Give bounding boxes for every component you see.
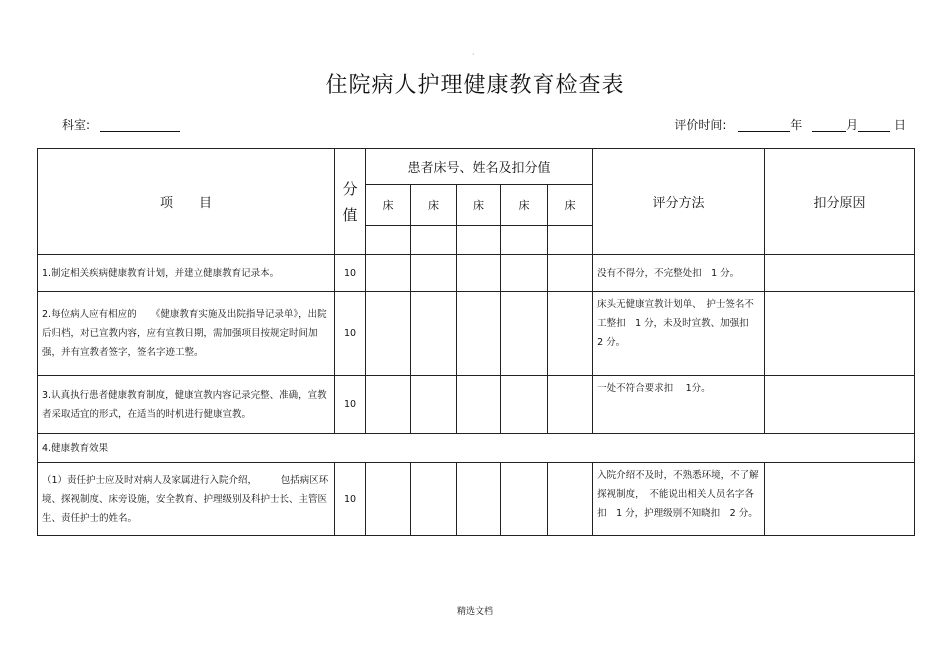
department-blank xyxy=(100,119,180,132)
header-score: 分 值 xyxy=(335,149,366,255)
header-method: 评分方法 xyxy=(593,149,765,255)
header-dot: · xyxy=(472,50,475,59)
row-reason xyxy=(765,292,915,376)
section-title: 4.健康教育效果 xyxy=(38,434,915,463)
row-item: 2.每位病人应有相应的 《健康教育实施及出院指导记录单》，出院后归档，对已宣教内容，应有宣教日期，需加强项目按规定时间加强，并有宣教者签字，签名字迹工整。 xyxy=(38,292,335,376)
row-score: 10 xyxy=(335,255,366,292)
day-blank xyxy=(858,119,890,132)
page-title: 住院病人护理健康教育检查表 xyxy=(325,73,625,98)
department-label: 科室: xyxy=(62,118,91,132)
department-field xyxy=(62,116,180,133)
bed-cell xyxy=(366,226,411,255)
table-row xyxy=(38,292,915,376)
row-reason xyxy=(765,255,915,292)
header-reason: 扣分原因 xyxy=(765,149,915,255)
evaluation-date xyxy=(674,116,906,133)
section-row xyxy=(38,434,915,463)
bed-label: 床 xyxy=(457,185,501,226)
bed-cell xyxy=(411,226,457,255)
row-reason xyxy=(765,463,915,536)
table-row xyxy=(38,463,915,536)
bed-label: 床 xyxy=(548,185,593,226)
row-score: 10 xyxy=(335,376,366,434)
row-reason xyxy=(765,376,915,434)
row-item: 3.认真执行患者健康教育制度，健康宣教内容记录完整、准确，宣教者采取适宜的形式，在适当的时机进行健康宣教。 xyxy=(38,376,335,434)
table-row xyxy=(38,376,915,434)
header-item: 项 目 xyxy=(38,149,335,255)
month-label: 月 xyxy=(846,118,859,132)
row-method: 入院介绍不及时，不熟悉环境，不了解探视制度， 不能说出相关人员名字各扣 1 分，护理级别不知晓扣 2 分。 xyxy=(593,463,765,536)
eval-time-label: 评价时间: xyxy=(674,118,727,132)
row-item: 1.制定相关疾病健康教育计划，并建立健康教育记录本。 xyxy=(38,255,335,292)
month-blank xyxy=(812,119,846,132)
year-label: 年 xyxy=(790,118,803,132)
row-item: （1）责任护士应及时对病人及家属进行入院介绍， 包括病区环境、探视制度、床旁设施，安全教育、护理级别及科护士长、主管医生、责任护士的姓名。 xyxy=(38,463,335,536)
bed-label: 床 xyxy=(411,185,457,226)
table-row xyxy=(38,255,915,292)
header-patients: 患者床号、姓名及扣分值 xyxy=(366,149,593,185)
row-method: 没有不得分，不完整处扣 1 分。 xyxy=(593,255,765,292)
bed-cell xyxy=(548,226,593,255)
footer-text: 精选文档 xyxy=(456,607,493,617)
row-score: 10 xyxy=(335,463,366,536)
bed-label: 床 xyxy=(366,185,411,226)
bed-cell xyxy=(501,226,548,255)
bed-label: 床 xyxy=(501,185,548,226)
row-method: 一处不符合要求扣 1分。 xyxy=(593,376,765,434)
day-label: 日 xyxy=(893,118,906,132)
row-method: 床头无健康宣教计划单、 护士签名不工整扣 1 分，未及时宣教、加强扣 2 分。 xyxy=(593,292,765,376)
inspection-table xyxy=(37,148,915,536)
row-score: 10 xyxy=(335,292,366,376)
bed-cell xyxy=(457,226,501,255)
year-blank xyxy=(738,119,790,132)
